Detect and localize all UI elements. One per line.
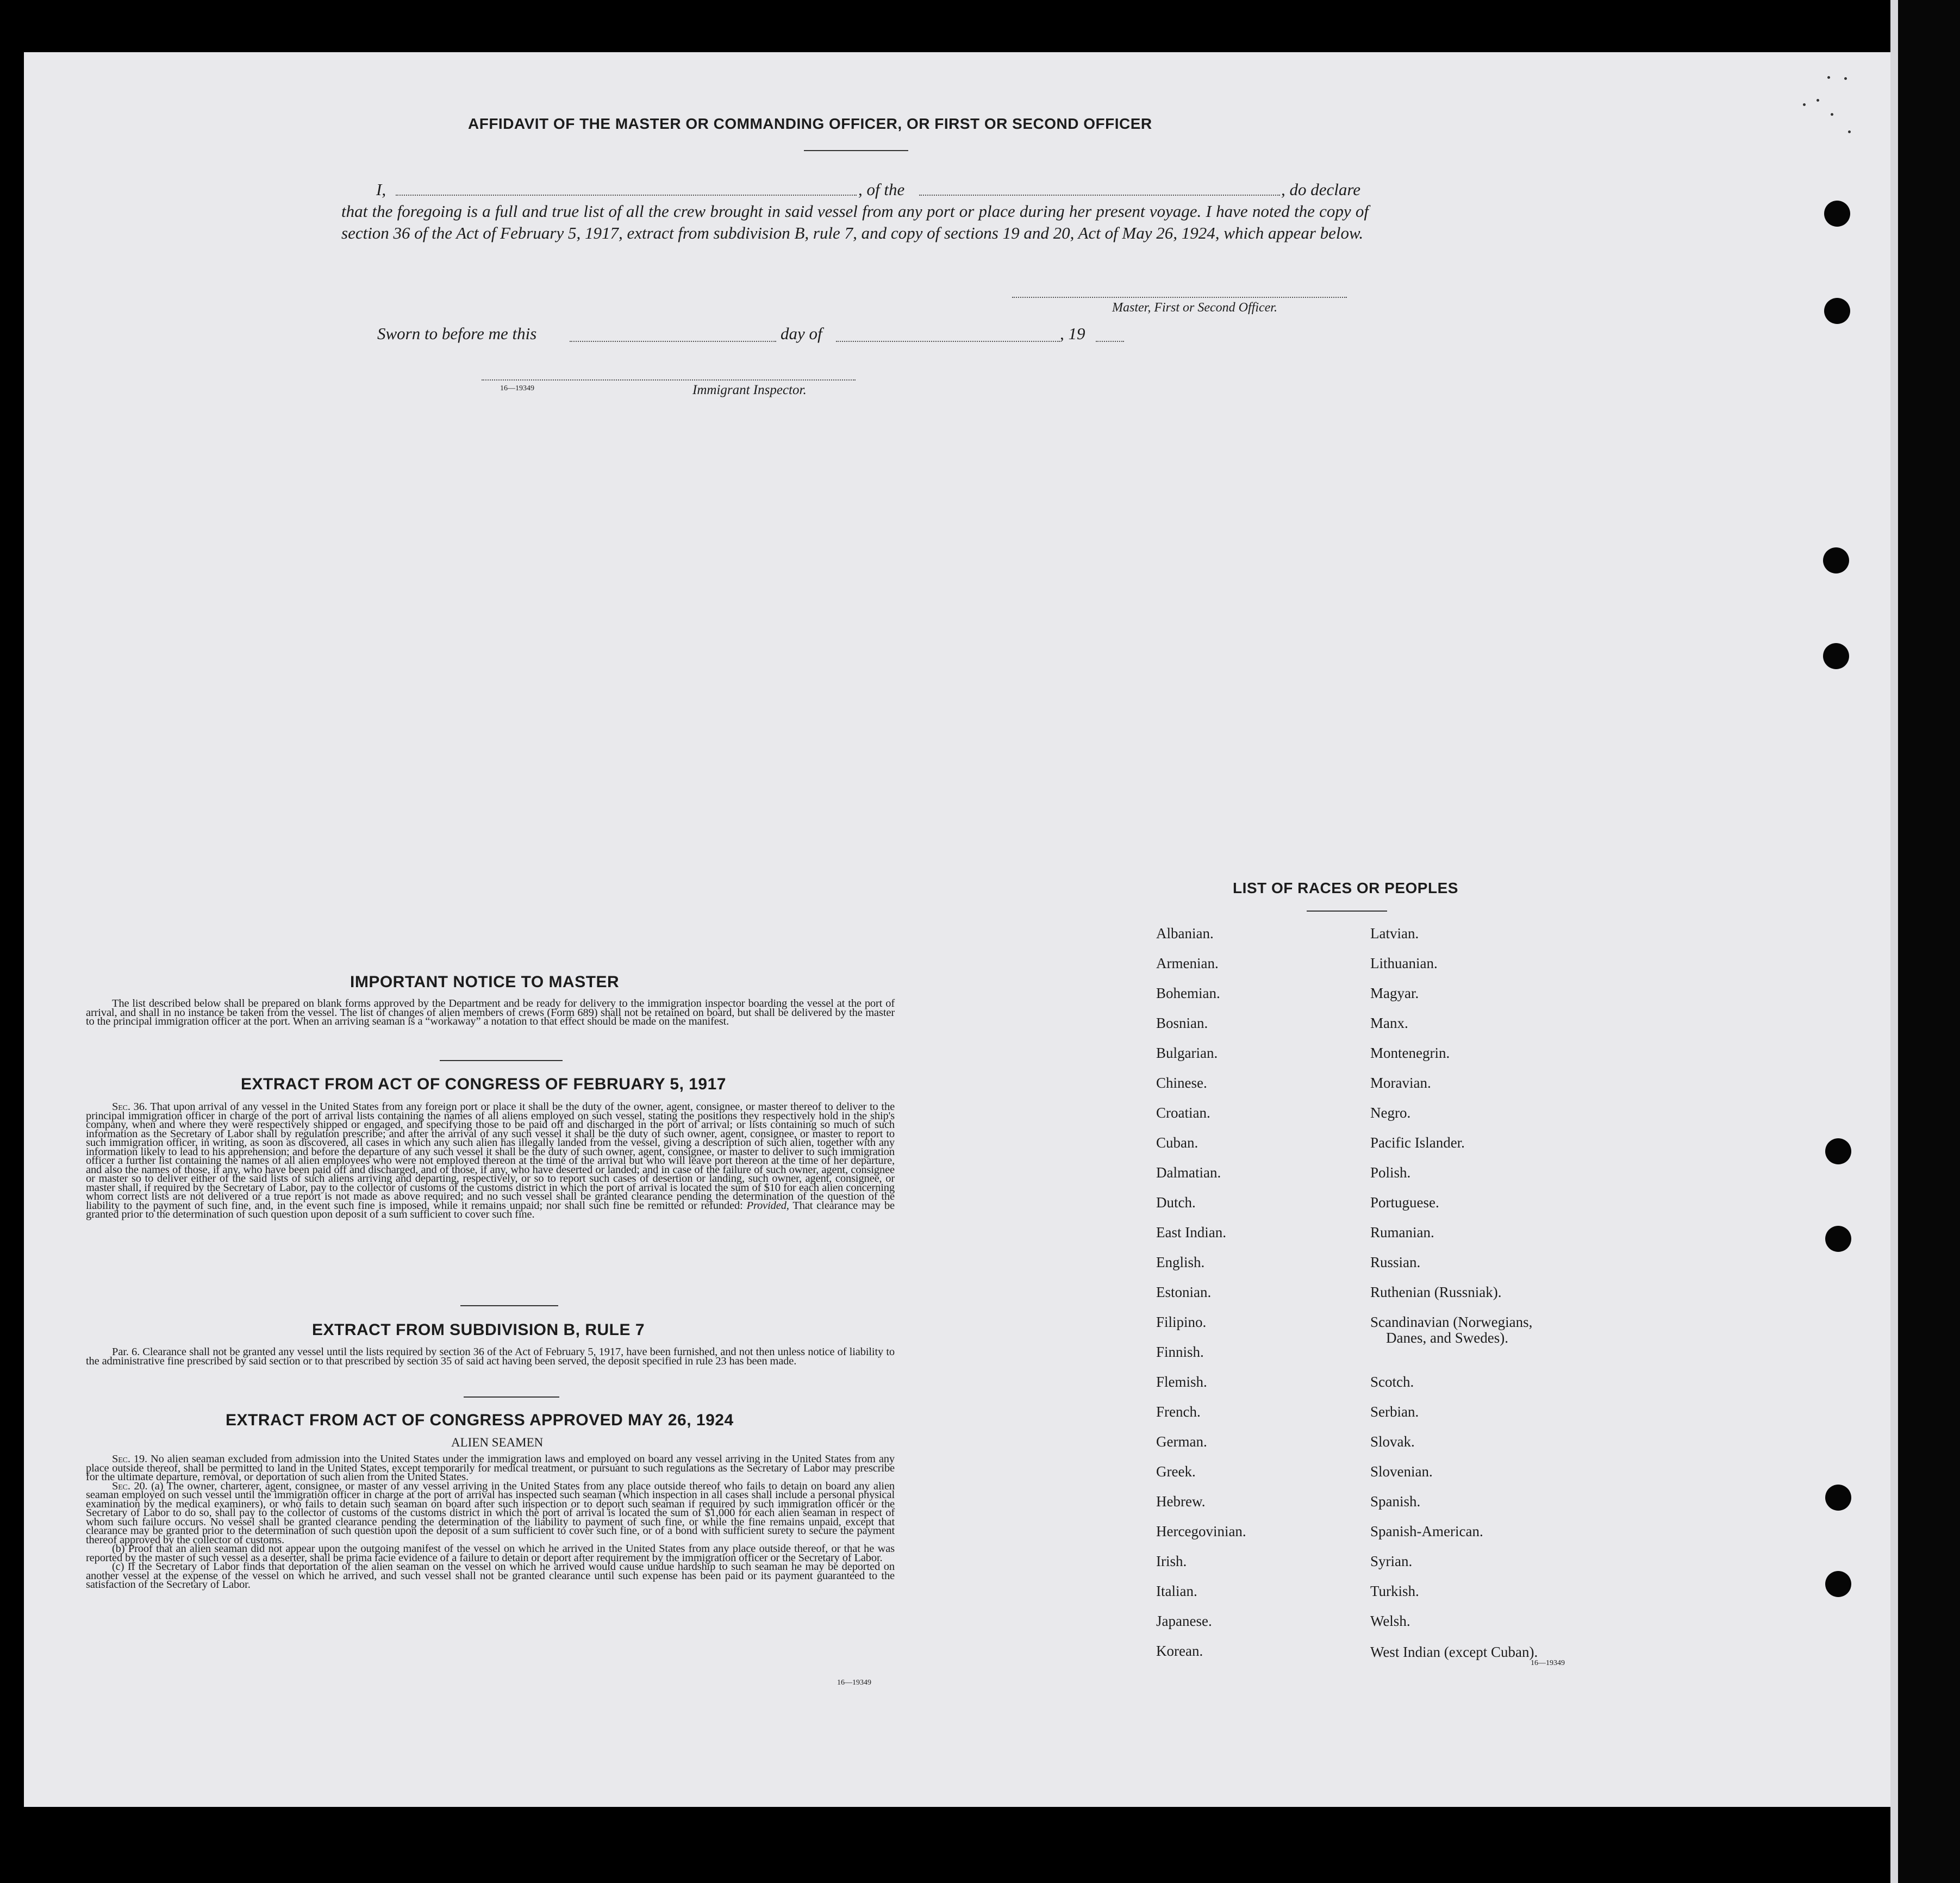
sec-20b-text: (b) Proof that an alien seaman did not appear upon the outgoing manifest of the vessel on which he arrived in the United States from any place outside thereof, or that he was reported by the master of such vessel as a deserter, shall be prima facie evidence of a failure to detain or deport after requirement by the immigration officer or the Secretary of Labor. bbox=[86, 1543, 895, 1564]
race-item: English. bbox=[1156, 1254, 1205, 1270]
race-item: Greek. bbox=[1156, 1463, 1196, 1480]
race-item: Syrian. bbox=[1370, 1553, 1413, 1569]
race-item: Spanish. bbox=[1370, 1493, 1421, 1510]
inspector-signature-field[interactable] bbox=[482, 379, 856, 381]
affidavit-of-the: , of the bbox=[858, 180, 905, 199]
punch-hole bbox=[1823, 643, 1849, 669]
speck bbox=[1803, 103, 1806, 106]
affidavit-title: AFFIDAVIT OF THE MASTER OR COMMANDING OFFICER, OR FIRST OR SECOND OFFICER bbox=[468, 115, 1152, 132]
speck bbox=[1817, 99, 1819, 102]
film-strip bbox=[1898, 0, 1960, 1883]
notice-title: IMPORTANT NOTICE TO MASTER bbox=[350, 973, 620, 991]
race-item: Bosnian. bbox=[1156, 1015, 1208, 1031]
sec-20-label: Sec. 20. bbox=[112, 1480, 148, 1492]
extract-rule7-text bbox=[86, 1348, 895, 1366]
race-item: Slovak. bbox=[1370, 1433, 1415, 1450]
race-item: Russian. bbox=[1370, 1254, 1421, 1270]
race-item: Moravian. bbox=[1370, 1075, 1431, 1091]
race-item: Korean. bbox=[1156, 1643, 1203, 1659]
sworn-year-field[interactable] bbox=[1096, 341, 1124, 342]
extract-1917-title: EXTRACT FROM ACT OF CONGRESS OF FEBRUARY 5, 1917 bbox=[241, 1075, 726, 1093]
punch-hole bbox=[1825, 1138, 1851, 1164]
speck bbox=[1844, 77, 1847, 80]
extract-1917-text bbox=[86, 1102, 895, 1219]
year-label: , 19 bbox=[1060, 324, 1085, 343]
affidavit-body: that the foregoing is a full and true list of all the crew brought in said vessel from any port or place during her present voyage. I have noted the copy of section 36 of the Act of February 5, 1917, extract from subdivision B, rule 7, and copy of sections 19 and 20, Act of May 26, 1924, which appear below. bbox=[341, 202, 1369, 242]
race-item: Finnish. bbox=[1156, 1344, 1204, 1360]
rule7-paragraph: Par. 6. Clearance shall not be granted any vessel until the lists required by section 36 of the Act of February 5, 1917, have been furnished, and not then unless notice of liability to the administrative fine prescribed by said section or to that prescribed by section 35 of said act having been served, the deposit specified in rule 23 has been made. bbox=[86, 1346, 895, 1367]
race-item: Japanese. bbox=[1156, 1613, 1212, 1629]
race-item: Negro. bbox=[1370, 1105, 1411, 1121]
race-item: Montenegrin. bbox=[1370, 1045, 1450, 1061]
race-item: Chinese. bbox=[1156, 1075, 1207, 1091]
race-item: Filipino. bbox=[1156, 1314, 1207, 1330]
races-rule bbox=[1307, 911, 1387, 912]
race-item: Dutch. bbox=[1156, 1194, 1196, 1211]
race-item: West Indian (except Cuban). bbox=[1370, 1644, 1538, 1660]
race-item: Scandinavian (Norwegians, bbox=[1370, 1314, 1533, 1330]
sec-36-text: That upon arrival of any vessel in the United States from any foreign port or place it shall be the duty of the owner, agent, consignee, or master thereof to deliver to the principal immigration officer in charge of the port of arrival lists containing the names of all aliens employed on such vessel, stating the positions they respectively hold in the ship's company, when and where they were respectively shipped or engaged, and specifying those to be paid off and discharged in the port of arrival; or lists containing so much of such information as the Secretary of Labor shall by regulation prescribe; and after the arrival of any such vessel it shall be the duty of such owner, agent, consignee, or master to report to such immigration officer, in writing, as soon as discovered, all cases in which any such alien has illegally landed from the vessel, giving a description of such alien, together with any information likely to lead to his apprehension; and before the departure of any such vessel it shall be the duty of such owner, agent, consignee, or master to deliver to such immigration officer a further list containing the names of all alien employees who were not employed thereon at the time of the arrival but who will leave port thereon at the time of her departure, and also the names of those, if any, who have been paid off and discharged, and of those, if any, who have deserted or landed; and in case of the failure of such owner, agent, consignee or master so to deliver either of the said lists of such aliens arriving and departing, respectively, or so to report such cases of desertion or landing, such owner, agent, consignee, or master shall, if required by the Secretary of Labor, pay to the collector of customs of the customs district in which the port of arrival is located the sum of $10 for each alien concerning whom correct lists are not delivered or a true report is not made as above required; and no such vessel shall be granted clearance pending the determination of the question of the liability to the payment of such fine, and, in the event such fine is imposed, while it remains unpaid; nor shall such fine be remitted or refunded: bbox=[86, 1101, 895, 1212]
extract-rule7-title: EXTRACT FROM SUBDIVISION B, RULE 7 bbox=[312, 1321, 645, 1339]
inspector-label: Immigrant Inspector. bbox=[692, 383, 807, 397]
sec-36-label: Sec. 36. bbox=[112, 1101, 147, 1113]
race-item: Ruthenian (Russniak). bbox=[1370, 1284, 1502, 1300]
affidavit-i: I, bbox=[376, 180, 386, 199]
sec-19-label: Sec. 19. bbox=[112, 1453, 147, 1465]
affidavit-title-rule bbox=[804, 150, 908, 151]
race-item: Armenian. bbox=[1156, 955, 1219, 971]
race-item: Dalmatian. bbox=[1156, 1164, 1221, 1181]
race-item: Bulgarian. bbox=[1156, 1045, 1218, 1061]
extract-1924-text bbox=[86, 1455, 895, 1589]
page-edge bbox=[1890, 0, 1898, 1883]
race-item: Italian. bbox=[1156, 1583, 1197, 1599]
race-item: Manx. bbox=[1370, 1015, 1408, 1031]
speck bbox=[1827, 76, 1830, 79]
race-item: Serbian. bbox=[1370, 1404, 1419, 1420]
sec-19-text: No alien seaman excluded from admission into the United States under the immigration laws and employed on board any vessel arriving in the United States from any place outside thereof, shall be permitted to land in the United States, except temporarily for medical treatment, or pursuant to such regulations as the Secretary of Labor may prescribe for the ultimate departure, removal, or deportation of such alien from the United States. bbox=[86, 1453, 895, 1483]
race-item: Flemish. bbox=[1156, 1374, 1207, 1390]
races-form-number: 16—19349 bbox=[1531, 1659, 1565, 1667]
master-signature-label: Master, First or Second Officer. bbox=[1112, 301, 1277, 315]
alien-seamen-subtitle: ALIEN SEAMEN bbox=[451, 1436, 544, 1449]
race-item: Croatian. bbox=[1156, 1105, 1210, 1121]
notice-rule bbox=[440, 1060, 563, 1061]
extract-1924-title: EXTRACT FROM ACT OF CONGRESS APPROVED MAY 26, 1924 bbox=[226, 1411, 734, 1429]
speck bbox=[1848, 130, 1851, 133]
race-item: French. bbox=[1156, 1404, 1201, 1420]
vessel-name-field[interactable] bbox=[919, 195, 1280, 196]
sec-36-text-end: That clearance may be granted prior to the determination of such question upon deposit of a sum sufficient to cover such fine. bbox=[86, 1199, 895, 1220]
speck bbox=[1831, 113, 1833, 116]
race-item: Lithuanian. bbox=[1370, 955, 1438, 971]
race-item: Estonian. bbox=[1156, 1284, 1212, 1300]
punch-hole bbox=[1825, 1226, 1851, 1252]
races-title: LIST OF RACES OR PEOPLES bbox=[1233, 880, 1458, 896]
sworn-label: Sworn to before me this bbox=[377, 324, 537, 343]
race-item: Rumanian. bbox=[1370, 1224, 1434, 1240]
notice-paragraph: The list described below shall be prepared on blank forms approved by the Department and be ready for delivery to the immigration inspector boarding the vessel at the port of arrival, and shall in no instance be taken from the vessel. The list of changes of alien members of crews (Form 689) shall not be retained on board, but shall be delivered by the master to the principal immigration officer at the port. When an arriving seaman is a “workaway” a notation to that effect should be made on the manifest. bbox=[86, 997, 895, 1027]
race-item: Spanish-American. bbox=[1370, 1523, 1483, 1539]
punch-hole bbox=[1823, 547, 1849, 573]
sec-20c-text: (c) If the Secretary of Labor finds that deportation of the alien seaman on the vessel on which he arrived would cause undue hardship to such seaman he may be deported on another vessel at the expense of the vessel on which he arrived, and such vessel shall not be granted clearance until such expense has been paid or its payment guaranteed to the satisfaction of the Secretary of Labor. bbox=[86, 1561, 895, 1591]
extract-rule7-rule bbox=[464, 1396, 559, 1398]
race-item: Portuguese. bbox=[1370, 1194, 1439, 1211]
punch-hole bbox=[1825, 1485, 1851, 1511]
race-item: Albanian. bbox=[1156, 925, 1214, 941]
punch-hole bbox=[1825, 1571, 1851, 1597]
provided-label: Provided, bbox=[746, 1199, 789, 1212]
race-item: Magyar. bbox=[1370, 985, 1419, 1001]
race-item: Bohemian. bbox=[1156, 985, 1220, 1001]
sworn-day-field[interactable] bbox=[570, 341, 776, 342]
race-item: Pacific Islander. bbox=[1370, 1134, 1465, 1151]
race-item: Hebrew. bbox=[1156, 1493, 1206, 1510]
extract-1917-rule bbox=[460, 1305, 558, 1306]
form-number-bottom: 16—19349 bbox=[837, 1679, 871, 1687]
race-item: East Indian. bbox=[1156, 1224, 1226, 1240]
punch-hole bbox=[1824, 201, 1850, 227]
race-item: Hercegovinian. bbox=[1156, 1523, 1246, 1539]
race-item: Scotch. bbox=[1370, 1374, 1414, 1390]
affidavit-do-declare: , do declare bbox=[1281, 180, 1361, 199]
form-number: 16—19349 bbox=[500, 384, 534, 392]
sworn-month-field[interactable] bbox=[836, 341, 1060, 342]
race-item: Welsh. bbox=[1370, 1613, 1410, 1629]
declarant-name-field[interactable] bbox=[396, 195, 857, 196]
day-of-label: day of bbox=[781, 324, 822, 343]
race-item: Turkish. bbox=[1370, 1583, 1419, 1599]
punch-hole bbox=[1824, 298, 1850, 324]
race-item: Latvian. bbox=[1370, 925, 1419, 941]
race-item-continuation: Danes, and Swedes). bbox=[1386, 1330, 1508, 1346]
race-item: German. bbox=[1156, 1433, 1207, 1450]
race-item: Cuban. bbox=[1156, 1134, 1199, 1151]
notice-text bbox=[86, 999, 895, 1026]
race-item: Irish. bbox=[1156, 1553, 1187, 1569]
race-item: Polish. bbox=[1370, 1164, 1411, 1181]
sec-20a-text: (a) The owner, charterer, agent, consignee, or master of any vessel arriving in the United States from any place outside thereof who fails to detain on board any alien seaman employed on such vessel until the immigration officer in charge at the port of arrival has inspected such seaman (which inspection in all cases shall include a personal physical examination by the medical examiners), or who fails to detain such seaman on board after such inspection or to deport such seaman if required by such immigration officer or the Secretary of Labor to do so, shall pay to the collector of customs of the customs district in which the port of arrival is located the sum of $1,000 for each alien seaman in respect of whom such failure occurs. No vessel shall be granted clearance pending the determination of the liability to payment of such fine, or while the fine remains unpaid, except that clearance may be granted prior to the determination of such question upon the deposit of a sum sufficient to cover such fine, or of a bond with sufficient surety to secure the payment thereof approved by the collector of customs. bbox=[86, 1480, 895, 1546]
race-item: Slovenian. bbox=[1370, 1463, 1433, 1480]
master-signature-field[interactable] bbox=[1012, 297, 1347, 298]
